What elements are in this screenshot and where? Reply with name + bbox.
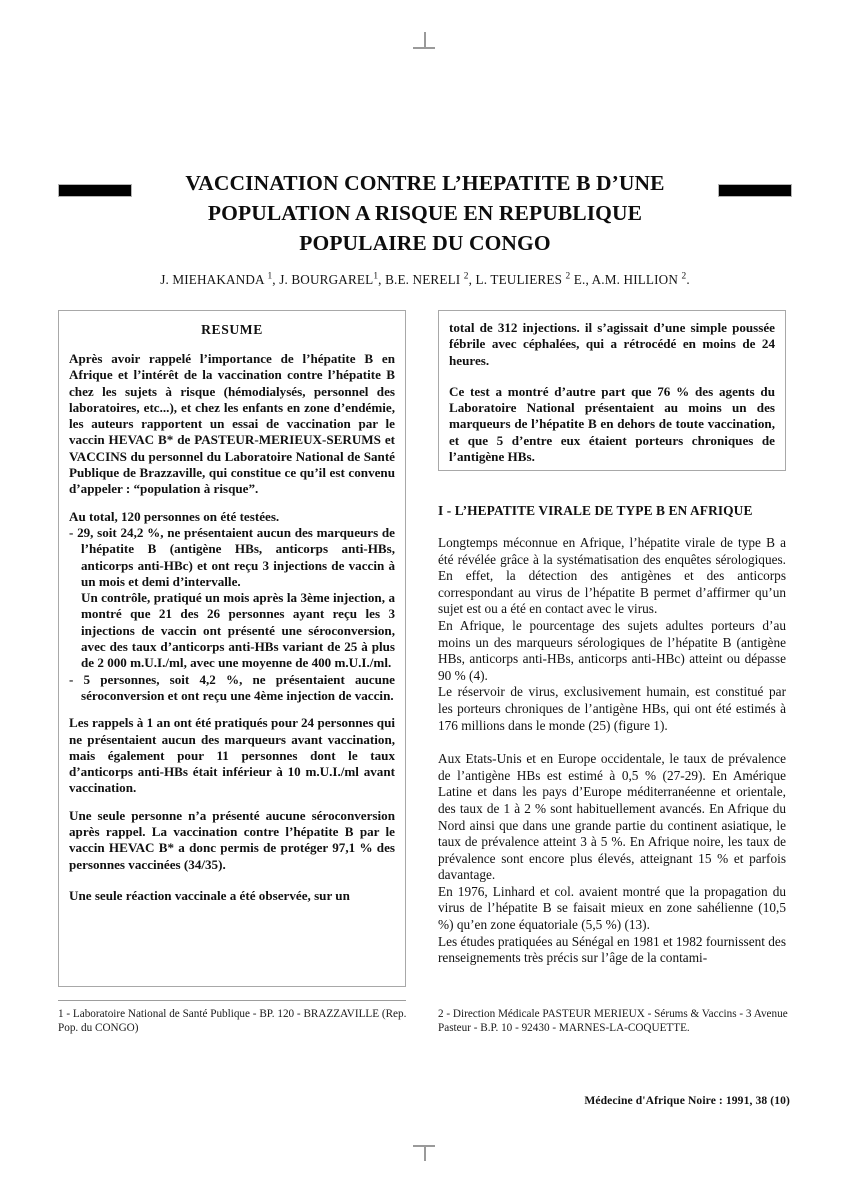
abstract-paragraph-2: Au total, 120 personnes on été testées. bbox=[69, 508, 280, 524]
author-1-affiliation-marker: 1 bbox=[267, 272, 273, 282]
author-3-affiliation-marker: 2 bbox=[463, 272, 469, 282]
abstract-paragraph-6: Une seule réaction vaccinale a été observée, sur un bbox=[69, 887, 350, 903]
abstract-paragraph-5: Une seule personne n’a présenté aucune séroconversion après rappel. La vaccination contre l’hépatite B par le vaccin HEVAC B* a donc permis de protéger 97,1 % des personnes vaccinées (34/35). bbox=[69, 807, 395, 872]
crop-mark-bottom-vertical bbox=[424, 1145, 426, 1161]
journal-citation-footer: Médecine d'Afrique Noire : 1991, 38 (10) bbox=[584, 1094, 790, 1107]
author-3-sep: , bbox=[468, 272, 476, 288]
abstract-paragraph-8: Ce test a montré d’autre part que 76 % des agents du Laboratoire National présentaient au moins un des marqueurs de l’hépatite B en dehors de toute vaccination, et que 5 d’entre eux étaient porteurs chroniques de l’antigène HBs. bbox=[449, 383, 775, 465]
page-title-line-1: VACCINATION CONTRE L’HEPATITE B D’UNE bbox=[185, 171, 665, 195]
abstract-bullet-2: - 5 personnes, soit 4,2 %, ne présentaient aucune séroconversion et ont reçu une 4ème injection de vaccin. bbox=[69, 671, 395, 703]
abstract-box-left bbox=[58, 310, 406, 987]
author-5-sep: . bbox=[686, 272, 690, 288]
author-line bbox=[0, 272, 850, 288]
author-2-affiliation-marker: 1 bbox=[373, 272, 379, 282]
footnote-separator bbox=[58, 1000, 406, 1001]
author-1-name: J. MIEHAKANDA bbox=[160, 272, 268, 288]
body-paragraph-1: Longtemps méconnue en Afrique, l’hépatite virale de type B a été révélée grâce à la systématisation des enquêtes sérologiques. En effet, la détection des antigènes et des anticorps correspondant au virus de l’hépatite B permet d’affirmer qu’un sujet est ou a été en contact avec le virus. bbox=[438, 535, 786, 617]
abstract-paragraph-3: Un contrôle, pratiqué un mois après la 3ème injection, a montré que 21 des 26 personnes ayant reçu les 3 injections de vaccin ont présenté une séroconversion, avec des taux d’anticorps anti-HBs variant de 25 à plus de 2 000 m.U.I./ml, avec une moyenne de 400 m.U.I./ml. bbox=[81, 590, 395, 671]
body-paragraph-4: Aux Etats-Unis et en Europe occidentale, le taux de prévalence de l’antigène HBs est estimé à 0,5 % (27-29). En Amérique Latine et dans les pays d’Europe méditerranéenne et orientale, des taux de 1 à 2 % sont habituellement avancés. En Afrique du Nord ainsi que dans une grande partie du continent asiatique, le taux de prévalence atteint 3 à 5 %. En Afrique noire, les taux de prévalence sont encore plus élevés, atteignant 15 % et parfois davantage. bbox=[438, 751, 786, 883]
abstract-paragraph-1: Après avoir rappelé l’importance de l’hépatite B en Afrique et l’intérêt de la vaccination contre l’hépatite B chez les sujets à risque (hémodialysés, personnel des laboratoires, etc...), et chez les enfants en zone d’endémie, les auteurs rapportent un essai de vaccination par le vaccin HEVAC B* de PASTEUR-MERIEUX-SERUMS et VACCINS du personnel du Laboratoire National de Santé Publique de Brazzaville, qui constitue ce qu’il est convenu d’appeler : “population à risque”. bbox=[69, 351, 395, 497]
author-1 bbox=[160, 272, 279, 287]
abstract-paragraph-7: total de 312 injections. il s’agissait d’une simple poussée fébrile avec céphalées, qui a rétrocédé en moins de 24 heures. bbox=[449, 320, 775, 368]
article-title-block bbox=[0, 168, 850, 258]
body-paragraph-5: En 1976, Linhard et col. avaient montré que la propagation du virus de l’hépatite B se faisait mieux en zone sahélienne (10,5 %) qu’en zone équatoriale (5,5 %) (13). bbox=[438, 883, 786, 933]
abstract-heading: RESUME bbox=[201, 322, 263, 337]
page-title-line-3: POPULAIRE DU CONGO bbox=[299, 231, 551, 255]
abstract-bullet-1: - 29, soit 24,2 %, ne présentaient aucun des marqueurs de l’hépatite B (antigène HBs, anticorps anti-HBs, anticorps anti-HBc) et ont reçu 3 injections de vaccin à un mois et demi d’intervalle. bbox=[69, 524, 395, 589]
author-2 bbox=[279, 272, 385, 287]
title-rule-right-icon bbox=[718, 184, 792, 197]
author-5 bbox=[592, 272, 690, 287]
page-title-line-2: POPULATION A RISQUE EN REPUBLIQUE bbox=[207, 201, 643, 225]
section-heading-1: I - L’HEPATITE VIRALE DE TYPE B EN AFRIQUE bbox=[438, 503, 753, 518]
author-2-name: J. BOURGAREL bbox=[279, 272, 374, 288]
title-line-1-row bbox=[0, 168, 850, 198]
abstract-box-right bbox=[438, 310, 786, 471]
left-column bbox=[58, 310, 406, 987]
author-4-name: L. TEULIERES bbox=[475, 272, 566, 288]
author-4-sep: E., bbox=[570, 272, 592, 288]
author-3-name: B.E. NERELI bbox=[385, 272, 464, 288]
author-4 bbox=[476, 272, 592, 287]
crop-mark-top-vertical bbox=[424, 32, 426, 48]
title-rule-left-icon bbox=[58, 184, 132, 197]
author-1-sep: , bbox=[272, 272, 280, 288]
body-paragraph-6: Les études pratiquées au Sénégal en 1981 et 1982 fournissent des renseignements très précis sur l’âge de la contami- bbox=[438, 933, 786, 966]
footnote-2: 2 - Direction Médicale PASTEUR MERIEUX - Sérums & Vaccins - 3 Avenue Pasteur - B.P. 10 - 92430 - MARNES-LA-COQUETTE. bbox=[438, 1008, 788, 1034]
author-3 bbox=[385, 272, 475, 287]
author-5-name: A.M. HILLION bbox=[591, 272, 682, 288]
right-column bbox=[438, 310, 786, 967]
author-2-sep: , bbox=[378, 272, 386, 288]
footnote-1: 1 - Laboratoire National de Santé Publique - BP. 120 - BRAZZAVILLE (Rep. Pop. du CONGO) bbox=[58, 1008, 407, 1034]
body-paragraph-3: Le réservoir de virus, exclusivement humain, est constitué par les porteurs chroniques de l’antigène HBs, qui ont été estimés à 176 millions dans le monde (25) (figure 1). bbox=[438, 684, 786, 733]
author-4-affiliation-marker: 2 bbox=[565, 272, 571, 282]
abstract-paragraph-4: Les rappels à 1 an ont été pratiqués pour 24 personnes qui ne présentaient aucun des marqueurs avant vaccination, mais également pour 11 personnes dont le taux d’anticorps anti-HBs était inférieur à 10 m.U.I./ml avant vaccination. bbox=[69, 715, 395, 796]
body-paragraph-2: En Afrique, le pourcentage des sujets adultes porteurs d’au moins un des marqueurs sérologiques de l’hépatite B (antigène HBs, anticorps anti-HBs, anticorps anti-HBc) atteint ou dépasse 90 % (4). bbox=[438, 617, 786, 683]
author-5-affiliation-marker: 2 bbox=[681, 272, 687, 282]
